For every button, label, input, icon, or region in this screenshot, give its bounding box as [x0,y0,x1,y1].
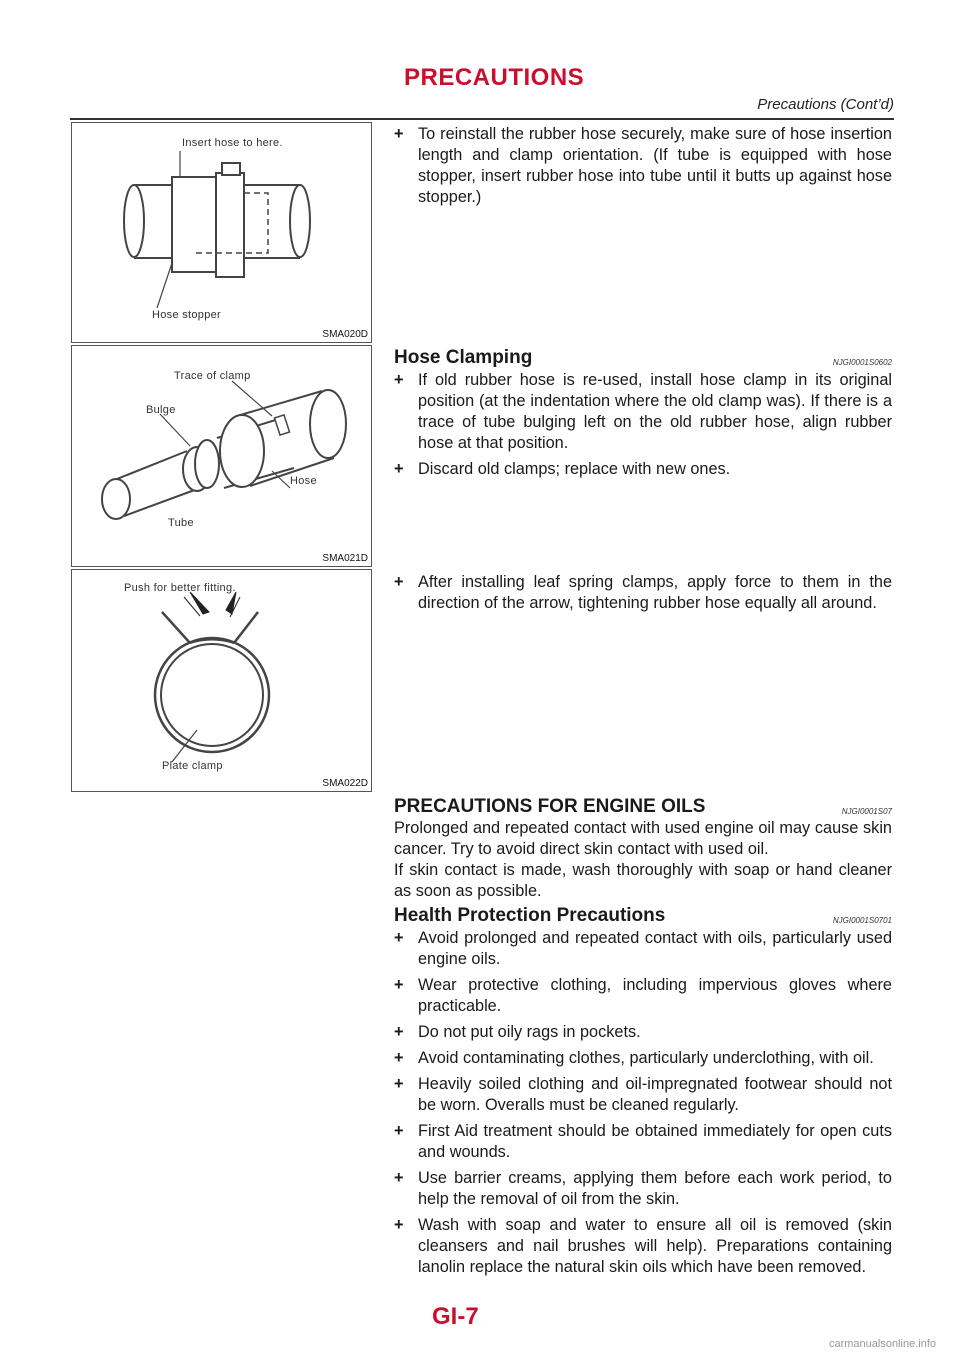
reference-code: NJGI0001S0602 [832,358,892,367]
list-item: + After installing leaf spring clamps, apply force to them in the direction of the arrow, tightening rubber hose equally all around. [394,573,892,612]
list-item: + Discard old clamps; replace with new ones. [394,460,731,478]
figure-plate-clamp [71,569,372,792]
page-number: GI-7 [432,1303,479,1330]
label-push-fitting: Push for better fitting. [124,582,236,594]
footer-watermark: carmanualsonline.info [828,1338,936,1350]
leaf-spring-clamp-text [394,572,892,619]
hose-clamping-text [394,370,892,485]
label-hose-stopper: Hose stopper [152,309,222,321]
heading-engine-oils: PRECAUTIONS FOR ENGINE OILS [394,796,706,817]
figure-caption: SMA021D [322,553,368,564]
list-item: + Use barrier creams, applying them before each work period, to help the removal of oil from the skin. [394,1169,892,1208]
health-protection-list [394,928,892,1283]
list-item: + Wash with soap and water to ensure all oil is removed (skin cleansers and nail brushes will help). Preparations containing lanolin replace the natural skin oils which have been removed. [394,1216,892,1276]
label-plate-clamp: Plate clamp [162,760,223,772]
section-title: PRECAUTIONS [404,64,585,91]
reference-code: NJGI0001S0701 [832,916,892,925]
label-tube: Tube [168,517,194,529]
reference-code: NJGI0001S07 [841,807,892,816]
engine-oils-text [394,818,892,902]
header-rule [70,118,894,120]
figure-hose-clamping [71,345,372,567]
paragraph: Prolonged and repeated contact with used engine oil may cause skin cancer. Try to avoid direct skin contact with used oil. [394,819,892,858]
paragraph: If skin contact is made, wash thoroughly with soap or hand cleaner as soon as possible. [394,861,892,900]
list-item: + Wear protective clothing, including impervious gloves where practicable. [394,976,892,1015]
list-item: + Avoid contaminating clothes, particularly underclothing, with oil. [394,1049,874,1067]
list-item: + Heavily soiled clothing and oil-impregnated footwear should not be worn. Overalls must be cleaned regularly. [394,1075,892,1114]
hose-insertion-text [394,124,892,213]
label-bulge: Bulge [146,404,176,416]
figure-caption: SMA020D [322,329,368,340]
figure-hose-insertion [71,122,372,343]
list-item: + Avoid prolonged and repeated contact with oils, particularly used engine oils. [394,929,892,968]
hose-insertion-illustration [72,123,371,342]
list-item: + Do not put oily rags in pockets. [394,1023,641,1041]
heading-health-protection: Health Protection Precautions [394,905,666,926]
list-item: + First Aid treatment should be obtained immediately for open cuts and wounds. [394,1122,892,1161]
list-item: + To reinstall the rubber hose securely, make sure of hose insertion length and clamp orientation. (If tube is equipped with hose stopper, insert rubber hose into tube until it butts up against hose stopper.) [394,125,892,206]
heading-hose-clamping: Hose Clamping [394,347,533,368]
plate-clamp-illustration [72,570,371,791]
figure-caption: SMA022D [322,778,368,789]
label-trace-of-clamp: Trace of clamp [174,370,251,382]
section-subtitle: Precautions (Cont’d) [757,96,894,113]
label-hose: Hose [290,475,317,487]
label-insert-hose: Insert hose to here. [182,137,283,149]
list-item: + If old rubber hose is re-used, install hose clamp in its original position (at the indentation where the old clamp was). If there is a trace of tube bulging left on the old rubber hose, align rubber hose at that position. [394,371,892,452]
